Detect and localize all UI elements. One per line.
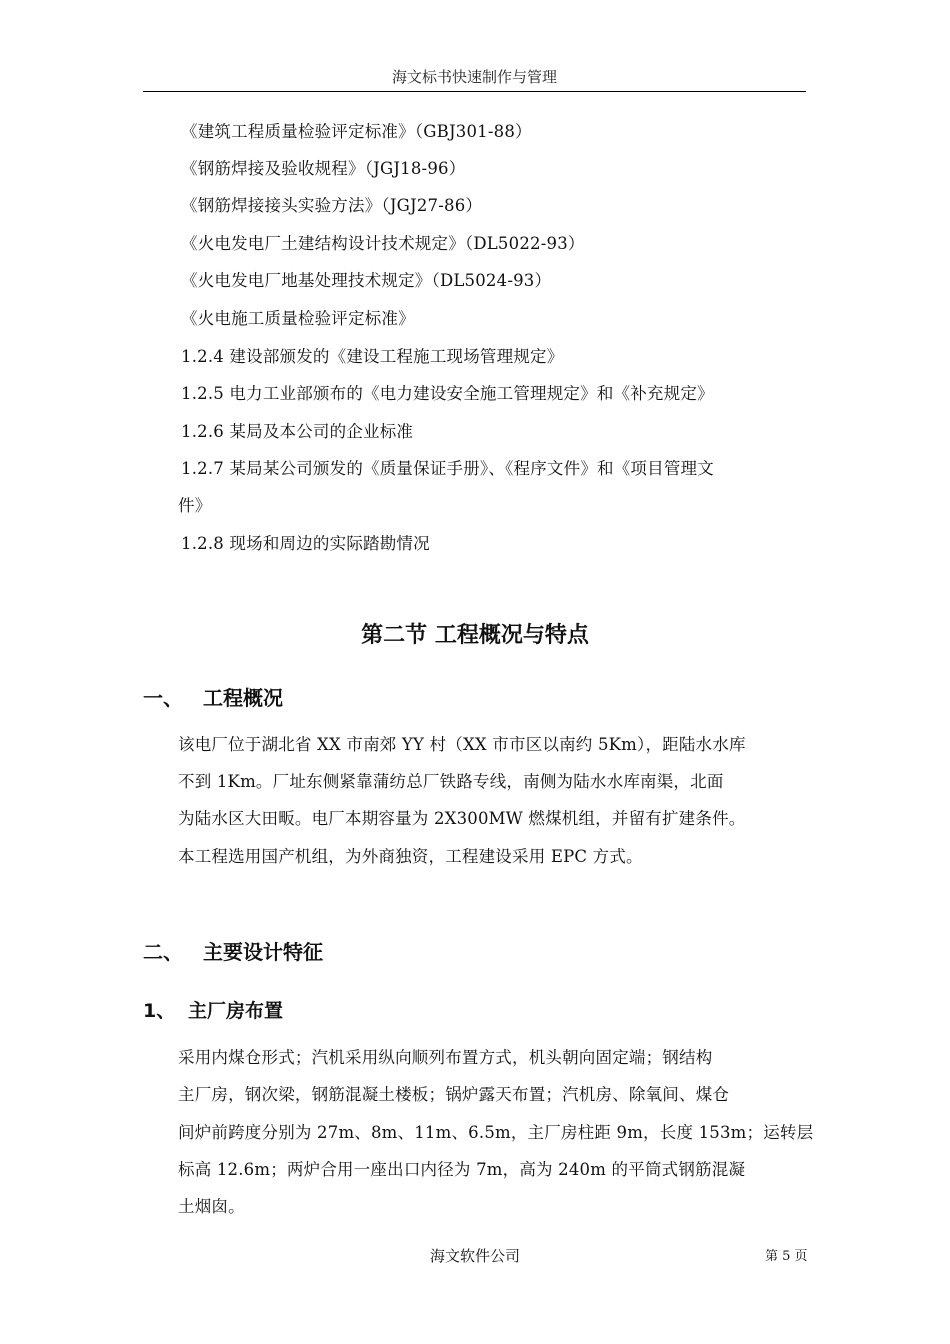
page-header: 海文标书快速制作与管理 xyxy=(143,64,806,92)
paragraph-line: 该电厂位于湖北省 XX 市南郊 YY 村（XX 市市区以南约 5Km），距陆水水库 xyxy=(178,735,746,754)
ref-line: 1.2.7 某局某公司颁发的《质量保证手册》、《程序文件》和《项目管理文 xyxy=(181,459,714,478)
ref-line: 《钢筋焊接及验收规程》（JGJ18-96） xyxy=(181,159,466,178)
ref-line: 《火电发电厂土建结构设计技术规定》（DL5022-93） xyxy=(181,234,585,253)
heading-number: 二、 xyxy=(143,940,183,964)
ref-line: 《建筑工程质量检验评定标准》（GBJ301-88） xyxy=(181,122,532,141)
heading-text: 工程概况 xyxy=(203,686,283,710)
section-title: 第二节 工程概况与特点 xyxy=(361,623,589,648)
heading-design-features xyxy=(143,936,323,965)
ref-line: 《钢筋焊接接头实验方法》（JGJ27-86） xyxy=(181,196,483,215)
paragraph-line: 主厂房，钢次梁，钢筋混凝土楼板；锅炉露天布置；汽机房、除氧间、煤仓 xyxy=(178,1085,730,1104)
heading-main-building xyxy=(143,996,283,1023)
heading-number: 1、 xyxy=(143,1000,176,1022)
ref-line: 1.2.5 电力工业部颁布的《电力建设安全施工管理规定》和《补充规定》 xyxy=(181,384,714,403)
paragraph-line: 不到 1Km。厂址东侧紧靠蒲纺总厂铁路专线，南侧为陆水水库南渠，北面 xyxy=(178,772,724,791)
heading-text: 主厂房布置 xyxy=(188,1000,284,1022)
ref-line: 件》 xyxy=(178,496,212,515)
ref-line: 1.2.6 某局及本公司的企业标准 xyxy=(181,422,414,441)
paragraph-line: 本工程选用国产机组，为外商独资，工程建设采用 EPC 方式。 xyxy=(178,847,643,866)
heading-number: 一、 xyxy=(143,686,183,710)
footer-company: 海文软件公司 xyxy=(429,1247,520,1265)
heading-overview xyxy=(143,682,283,711)
paragraph-line: 为陆水区大田畈。电厂本期容量为 2X300MW 燃煤机组，并留有扩建条件。 xyxy=(178,809,746,828)
paragraph-line: 采用内煤仓形式；汽机采用纵向顺列布置方式，机头朝向固定端；钢结构 xyxy=(178,1048,713,1067)
page-number: 第 5 页 xyxy=(765,1249,808,1264)
ref-line: 《火电发电厂地基处理技术规定》（DL5024-93） xyxy=(181,271,552,290)
paragraph-line: 土烟囱。 xyxy=(178,1197,245,1216)
ref-line: 1.2.8 现场和周边的实际踏勘情况 xyxy=(181,534,430,553)
ref-line: 《火电施工质量检验评定标准》 xyxy=(181,309,415,328)
heading-text: 主要设计特征 xyxy=(203,940,323,964)
paragraph-line: 标高 12.6m；两炉合用一座出口内径为 7m，高为 240m 的平筒式钢筋混凝 xyxy=(178,1160,746,1179)
paragraph-line: 间炉前跨度分别为 27m、8m、11m、6.5m，主厂房柱距 9m，长度 153m；运转层 xyxy=(178,1123,814,1142)
ref-line: 1.2.4 建设部颁发的《建设工程施工现场管理规定》 xyxy=(181,347,564,366)
